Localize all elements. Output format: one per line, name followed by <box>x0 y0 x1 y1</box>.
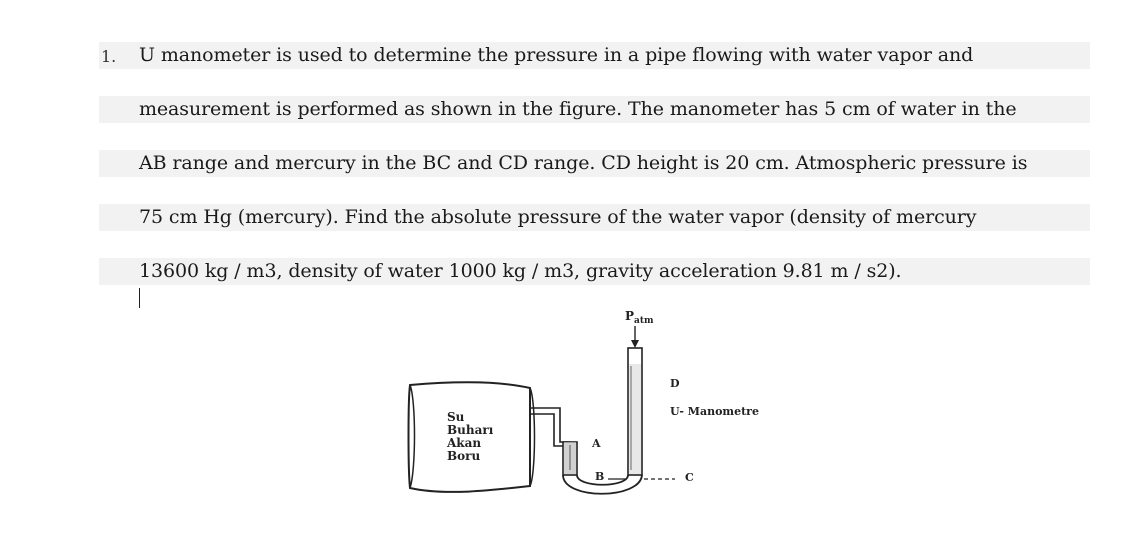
point-c-label: C <box>685 471 694 484</box>
question-line-1: U manometer is used to determine the pressure in a pipe flowing with water vapor and <box>139 44 974 66</box>
question-number: 1. <box>101 47 117 66</box>
pipe-label-3: Akan <box>447 436 482 450</box>
point-d-label: D <box>670 377 680 390</box>
pipe-label-4: Boru <box>447 449 481 463</box>
pipe-label-1: Su <box>447 410 465 424</box>
text-cursor <box>139 288 140 308</box>
question-line-4: 75 cm Hg (mercury). Find the absolute pressure of the water vapor (density of mercury <box>139 206 977 228</box>
point-b-label: B <box>595 470 605 483</box>
connector-tube <box>530 408 570 446</box>
question-line-2: measurement is performed as shown in the figure. The manometer has 5 cm of water in the <box>139 98 1017 120</box>
patm-label: $P_{atm}$ <box>625 309 654 326</box>
manometer-label: U- Manometre <box>670 405 759 418</box>
point-a-label: A <box>592 437 601 450</box>
question-line-5: 13600 kg / m3, density of water 1000 kg / m3, gravity acceleration 9.81 m / s2). <box>139 260 902 282</box>
manometer-figure <box>390 300 810 510</box>
pipe-label-2: Buharı <box>447 423 494 437</box>
question-line-3: AB range and mercury in the BC and CD range. CD height is 20 cm. Atmospheric pressure is <box>139 152 1028 174</box>
